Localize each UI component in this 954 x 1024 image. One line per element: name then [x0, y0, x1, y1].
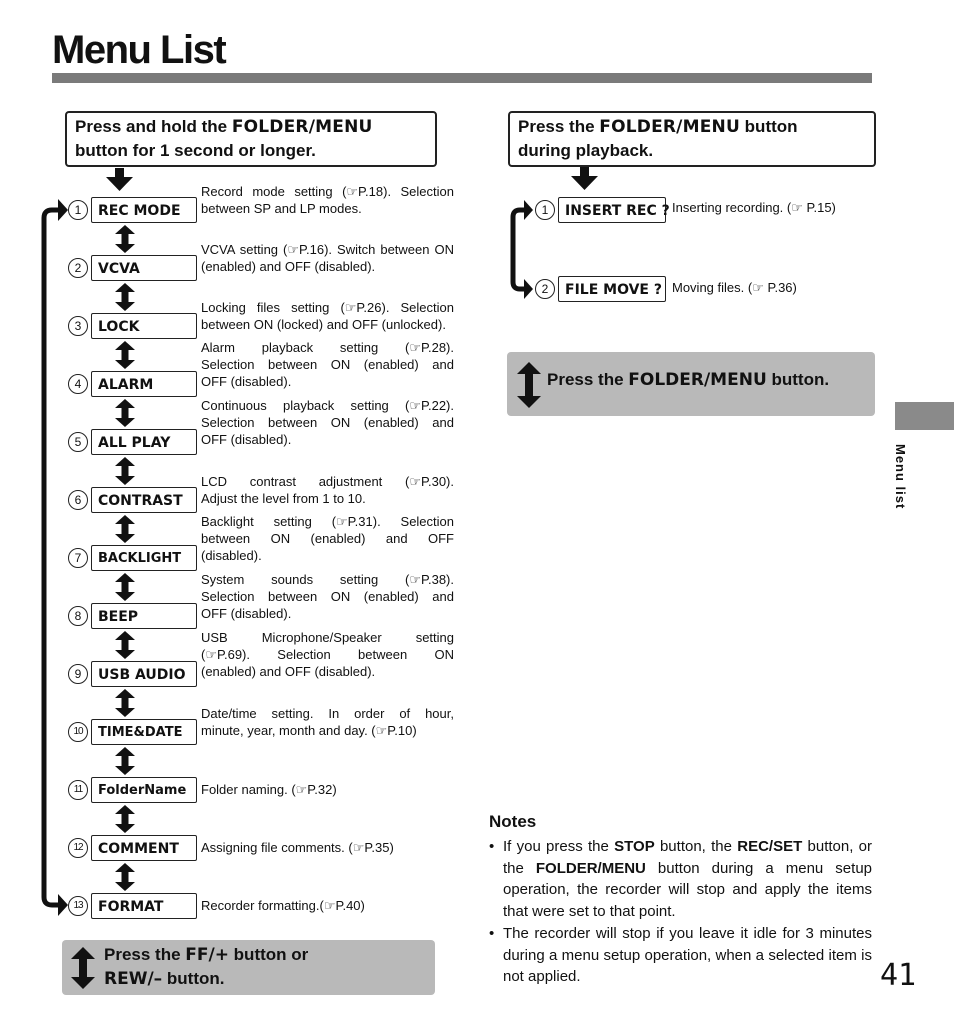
item-number: 2 [535, 279, 555, 299]
menu-item-description [201, 473, 454, 507]
description-line: USB Microphone/Speaker setting [201, 630, 454, 645]
up-down-arrow-icon [115, 225, 135, 253]
description-line: Assigning file comments. (☞P.35) [201, 840, 394, 855]
bullet: • [489, 925, 495, 942]
item-number: 6 [68, 490, 88, 510]
description-line: minute, year, month and day. (☞P.10) [201, 723, 417, 738]
menu-item-description [201, 339, 454, 390]
menu-item-insert-rec: INSERT REC ? [558, 197, 666, 223]
item-number: 3 [68, 316, 88, 336]
menu-item-description [201, 241, 454, 275]
description-line: Alarm playback setting (☞P.28). [201, 340, 454, 355]
menu-item-description: Moving files. (☞ P.36) [672, 280, 797, 295]
note-fragment: button during a menu setup operation, the recorder will stop and apply the items that were set to that point. [503, 859, 872, 920]
section-label: Menu list [893, 444, 908, 510]
up-down-arrow-icon [115, 283, 135, 311]
stop-keyword: STOP [614, 838, 655, 855]
folder-menu-keyword: FOLDER/MENU [231, 117, 373, 137]
up-down-arrow-icon [71, 947, 95, 989]
ff-plus-keyword: FF/+ [185, 945, 229, 965]
hint-text: button. [162, 969, 225, 988]
menu-item-description [201, 629, 454, 680]
description-line: (enabled) and OFF (disabled). [201, 259, 376, 274]
note-item [489, 923, 872, 988]
description-line: (disabled). [201, 548, 262, 563]
folder-menu-keyword: FOLDER/MENU [628, 370, 767, 390]
up-down-arrow-icon [115, 805, 135, 833]
loop-return-arrow-icon [44, 199, 68, 916]
description-line: Continuous playback setting (☞P.22). [201, 398, 454, 413]
menu-item-description [201, 397, 454, 448]
note-text: The recorder will stop if you leave it idle for 3 minutes during a menu setup operation, when a selected item is not applied. [503, 925, 872, 985]
instruction-text: Press the [518, 117, 600, 136]
description-line: Selection between ON (enabled) and [201, 589, 454, 604]
description-line: System sounds setting (☞P.38). [201, 572, 454, 587]
menu-item-backlight: BACKLIGHT [91, 545, 197, 571]
menu-item-rec-mode: REC MODE [91, 197, 197, 223]
up-down-arrow-icon [115, 631, 135, 659]
instruction-line-2: during playback. [518, 141, 654, 160]
description-line: Locking files setting (☞P.26). Selection [201, 300, 454, 315]
menu-item-description [201, 781, 454, 798]
item-number: 8 [68, 606, 88, 626]
menu-item-description [201, 897, 454, 914]
menu-item-description [201, 839, 454, 856]
menu-item-file-move: FILE MOVE ? [558, 276, 666, 302]
instruction-line-1 [518, 115, 866, 139]
page-title: Menu List [52, 28, 226, 72]
menu-item-lock: LOCK [91, 313, 197, 339]
down-arrow-icon [106, 168, 133, 191]
notes-title: Notes [489, 812, 537, 831]
menu-item-format: FORMAT [91, 893, 197, 919]
description-line: (enabled) and OFF (disabled). [201, 664, 376, 679]
hint-text: Press the [104, 945, 186, 964]
item-number: 9 [68, 664, 88, 684]
menu-item-comment: COMMENT [91, 835, 197, 861]
description-line: LCD contrast adjustment (☞P.30). [201, 474, 454, 489]
instruction-text: button [739, 117, 798, 136]
description-line: Date/time setting. In order of hour, [201, 706, 454, 721]
hint-text: button. [766, 370, 830, 389]
up-down-arrow-icon [115, 515, 135, 543]
item-number: 2 [68, 258, 88, 278]
item-number: 11 [68, 780, 88, 800]
up-down-arrow-icon [517, 362, 541, 408]
note-text [503, 836, 872, 922]
up-down-arrow-icon [115, 747, 135, 775]
item-number: 7 [68, 548, 88, 568]
bullet: • [489, 838, 495, 855]
menu-item-time-date: TIME&DATE [91, 719, 197, 745]
menu-item-beep: BEEP [91, 603, 197, 629]
description-line: (☞P.69). Selection between ON [201, 647, 454, 662]
instruction-line-2: button for 1 second or longer. [75, 141, 316, 160]
item-number: 12 [68, 838, 88, 858]
item-number: 1 [68, 200, 88, 220]
up-down-arrow-icon [115, 689, 135, 717]
menu-item-description [201, 183, 454, 217]
right-hint-box [507, 352, 875, 416]
description-line: Adjust the level from 1 to 10. [201, 491, 366, 506]
menu-item-description [201, 571, 454, 622]
menu-item-vcva: VCVA [91, 255, 197, 281]
hint-text: button or [228, 945, 309, 964]
description-line: OFF (disabled). [201, 374, 292, 389]
description-line: Backlight setting (☞P.31). Selection [201, 514, 454, 529]
description-line: Record mode setting (☞P.18). Selection [201, 184, 454, 199]
menu-item-description [201, 705, 454, 739]
folder-menu-keyword: FOLDER/MENU [535, 859, 646, 877]
description-line: Folder naming. (☞P.32) [201, 782, 337, 797]
item-number: 4 [68, 374, 88, 394]
menu-item-all-play: ALL PLAY [91, 429, 197, 455]
menu-item-description [201, 299, 454, 333]
menu-item-usb-audio: USB AUDIO [91, 661, 197, 687]
down-arrow-icon [571, 167, 598, 190]
item-number: 5 [68, 432, 88, 452]
note-fragment: If you press the [503, 838, 615, 855]
page-number: 41 [880, 958, 917, 993]
description-line: between SP and LP modes. [201, 201, 362, 216]
description-line: between ON (enabled) and OFF [201, 531, 454, 546]
description-line: between ON (locked) and OFF (unlocked). [201, 317, 446, 332]
bottom-hint-line-2 [104, 967, 224, 991]
up-down-arrow-icon [115, 863, 135, 891]
description-line: Recorder formatting.(☞P.40) [201, 898, 365, 913]
loop-return-arrow-icon [513, 200, 533, 299]
bottom-hint-line-1 [104, 943, 308, 967]
left-bottom-hint-box [62, 940, 435, 995]
instruction-text: Press and hold the [75, 117, 232, 136]
item-number: 13 [68, 896, 88, 916]
rew-minus-keyword: REW/– [104, 969, 163, 989]
item-number: 1 [535, 200, 555, 220]
note-fragment: button, or the [503, 838, 872, 877]
up-down-arrow-icon [115, 399, 135, 427]
right-instruction-box [508, 111, 876, 167]
right-hint-text [547, 368, 829, 392]
up-down-arrow-icon [115, 457, 135, 485]
description-line: Selection between ON (enabled) and [201, 415, 454, 430]
rec-set-keyword: REC/SET [737, 838, 803, 855]
note-fragment: button, the [654, 838, 738, 855]
menu-item-alarm: ALARM [91, 371, 197, 397]
description-line: VCVA setting (☞P.16). Switch between ON [201, 242, 454, 257]
note-item [489, 836, 872, 922]
folder-menu-keyword: FOLDER/MENU [599, 117, 740, 137]
menu-item-foldername: FolderName [91, 777, 197, 803]
description-line: OFF (disabled). [201, 432, 292, 447]
up-down-arrow-icon [115, 573, 135, 601]
description-line: OFF (disabled). [201, 606, 292, 621]
menu-item-contrast: CONTRAST [91, 487, 197, 513]
item-number: 10 [68, 722, 88, 742]
menu-item-description [201, 513, 454, 564]
description-line: Selection between ON (enabled) and [201, 357, 454, 372]
up-down-arrow-icon [115, 341, 135, 369]
hint-text: Press the [547, 370, 629, 389]
menu-item-description: Inserting recording. (☞ P.15) [672, 200, 836, 215]
